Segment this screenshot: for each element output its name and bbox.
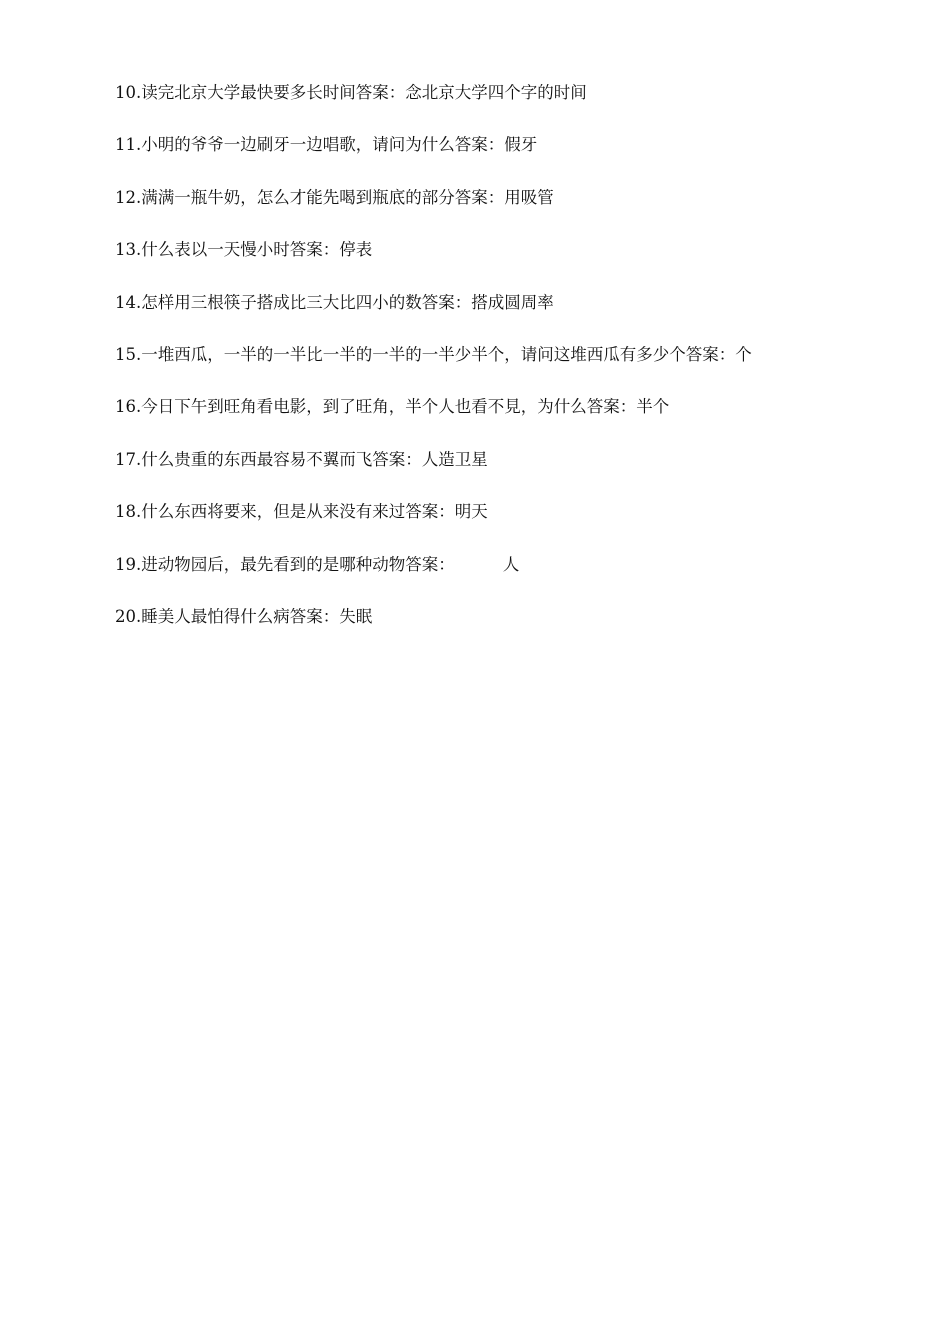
list-item <box>115 237 895 289</box>
item-question: 怎样用三根筷子搭成比三大比四小的数 <box>141 292 422 312</box>
list-item <box>115 80 895 132</box>
item-answer: 念北京大学四个字的时间 <box>405 83 587 102</box>
item-question: 满满一瓶牛奶，怎么才能先喝到瓶底的部分 <box>141 187 455 207</box>
answer-label: 答案： <box>586 397 637 417</box>
item-answer: 半个 <box>636 397 670 417</box>
item-number: 20. <box>115 606 142 626</box>
item-number: 19. <box>115 554 142 574</box>
item-question: 睡美人最怕得什么病 <box>141 606 290 626</box>
list-item <box>115 604 895 656</box>
answer-label: 答案： <box>454 135 505 155</box>
list-item <box>115 552 895 604</box>
item-number: 12. <box>115 187 142 207</box>
answer-label: 答案： <box>372 449 422 469</box>
item-number: 14. <box>115 292 142 312</box>
riddle-list <box>115 80 895 656</box>
item-question: 今日下午到旺角看电影，到了旺角，半个人也看不見，为什么 <box>141 397 587 417</box>
list-item <box>115 290 895 342</box>
answer-label: 答案： <box>289 606 340 626</box>
item-number: 15. <box>115 344 142 364</box>
answer-label: 答案： <box>685 344 736 364</box>
item-answer: 明天 <box>454 502 488 522</box>
item-answer: 人造卫星 <box>421 449 488 469</box>
item-question: 一堆西瓜，一半的一半比一半的一半的一半少半个，请问这堆西瓜有多少个 <box>141 344 686 364</box>
list-item <box>115 499 895 551</box>
item-number: 17. <box>115 449 142 469</box>
answer-label: 答案： <box>454 187 505 207</box>
item-answer: 停表 <box>339 240 373 260</box>
answer-label: 答案： <box>289 240 340 260</box>
item-answer: 人 <box>502 554 520 574</box>
list-item <box>115 342 895 394</box>
list-item <box>115 447 895 499</box>
item-number: 13. <box>115 240 142 260</box>
item-question: 什么表以一天慢小时 <box>141 240 290 260</box>
list-item <box>115 185 895 237</box>
item-answer: 用吸管 <box>504 187 554 207</box>
list-item <box>115 132 895 184</box>
item-question: 小明的爷爷一边刷牙一边唱歌，请问为什么 <box>141 135 455 155</box>
item-answer: 个 <box>735 344 752 364</box>
answer-label: 答案： <box>405 554 455 574</box>
item-number: 16. <box>115 397 142 417</box>
item-answer: 失眠 <box>339 606 373 626</box>
item-number: 18. <box>115 502 142 522</box>
item-question: 进动物园后，最先看到的是哪种动物 <box>141 554 406 574</box>
answer-label: 答案： <box>405 502 455 522</box>
item-question: 读完北京大学最快要多长时间 <box>141 83 356 102</box>
item-question: 什么东西将要来，但是从来没有来过 <box>141 502 406 522</box>
item-number: 10. <box>115 83 142 102</box>
answer-label: 答案： <box>421 292 472 312</box>
list-item <box>115 394 895 446</box>
item-number: 11. <box>115 135 142 155</box>
item-answer: 假牙 <box>504 135 538 155</box>
item-question: 什么贵重的东西最容易不翼而飞 <box>141 449 373 469</box>
item-answer: 搭成圆周率 <box>471 292 554 312</box>
answer-label: 答案： <box>355 83 406 102</box>
